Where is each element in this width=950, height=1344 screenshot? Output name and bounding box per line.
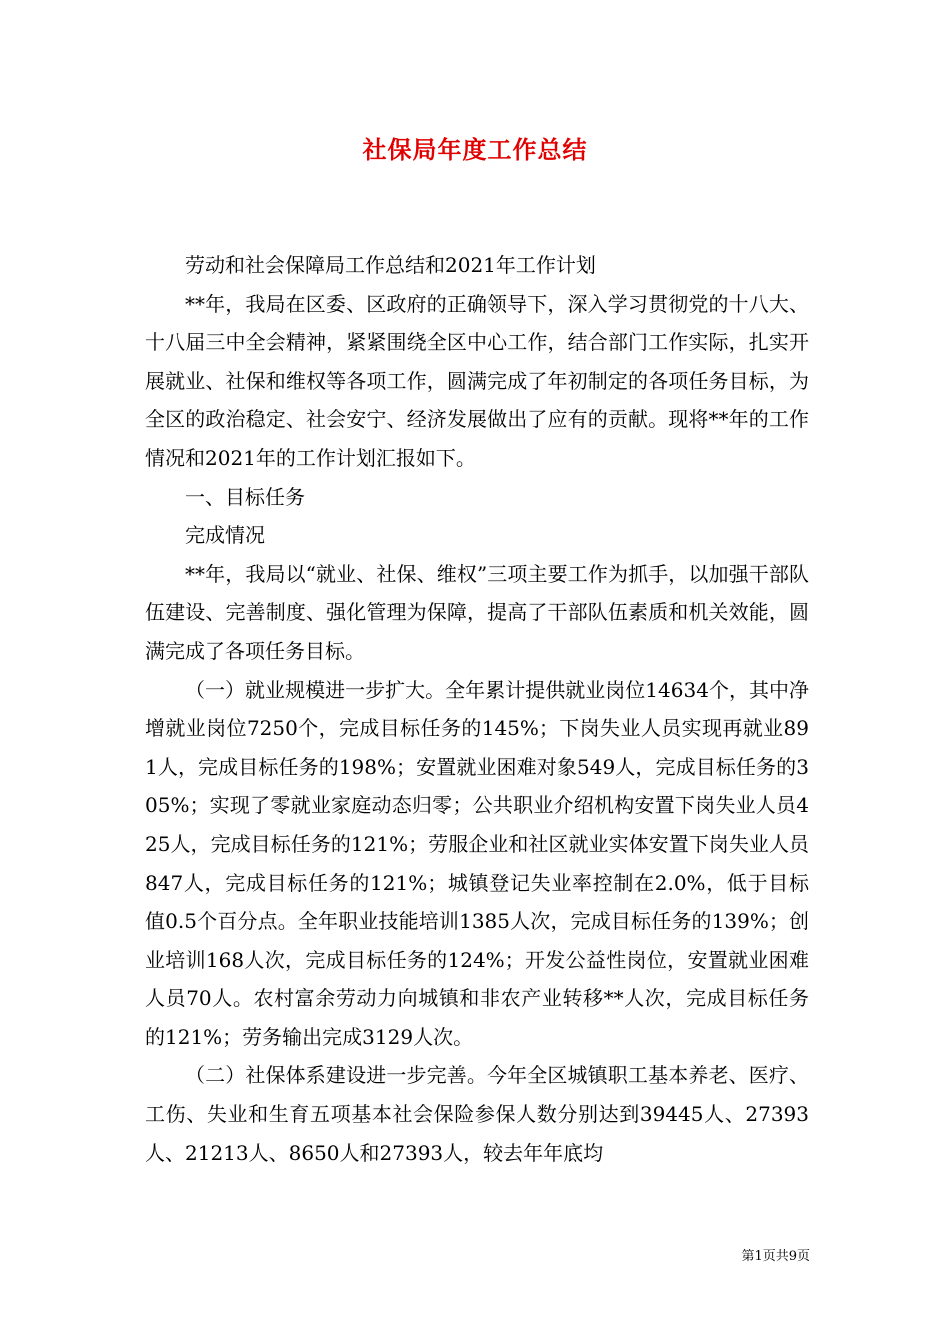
employment-paragraph: （一）就业规模进一步扩大。全年累计提供就业岗位14634个，其中净增就业岗位7250个，完成目标任务的145%；下岗失业人员实现再就业891人，完成目标任务的198%；安置就业困难对象549人，完成目标任务的305%；实现了零就业家庭动态归零；公共职业介绍机构安置下岗失业人员425人，完成目标任务的121%；劳服企业和社区就业实体安置下岗失业人员847人，完成目标任务的121%；城镇登记失业率控制在2.0%，低于目标值0.5个百分点。全年职业技能培训1385人次，完成目标任务的139%；创业培训168人次，完成目标任务的124%；开发公益性岗位，安置就业困难人员70人。农村富余劳动力向城镇和非农产业转移**人次，完成目标任务的121%；劳务输出完成3129人次。 <box>145 677 809 1049</box>
summary-paragraph: **年，我局以“就业、社保、维权”三项主要工作为抓手，以加强干部队伍建设、完善制度、强化管理为保障，提高了干部队伍素质和机关效能，圆满完成了各项任务目标。 <box>145 561 809 663</box>
page-indicator: 第1页共9页 <box>741 1249 810 1264</box>
intro-paragraph: **年，我局在区委、区政府的正确领导下，深入学习贯彻党的十八大、十八届三中全会精神，紧紧围绕全区中心工作，结合部门工作实际，扎实开展就业、社保和维权等各项工作，圆满完成了年初制定的各项任务目标，为全区的政治稳定、社会安宁、经济发展做出了应有的贡献。现将**年的工作情况和2021年的工作计划汇报如下。 <box>145 291 809 470</box>
document-body <box>145 246 809 1172</box>
social-security-paragraph: （二）社保体系建设进一步完善。今年全区城镇职工基本养老、医疗、工伤、失业和生育五项基本社会保险参保人数分别达到39445人、27393人、21213人、8650人和27393人，较去年年底均 <box>145 1063 809 1165</box>
subtitle-line: 劳动和社会保障局工作总结和2021年工作计划 <box>185 253 596 277</box>
section-subheading: 完成情况 <box>185 523 265 548</box>
section-heading: 一、目标任务 <box>185 484 305 509</box>
document-title: 社保局年度工作总结 <box>362 135 588 164</box>
